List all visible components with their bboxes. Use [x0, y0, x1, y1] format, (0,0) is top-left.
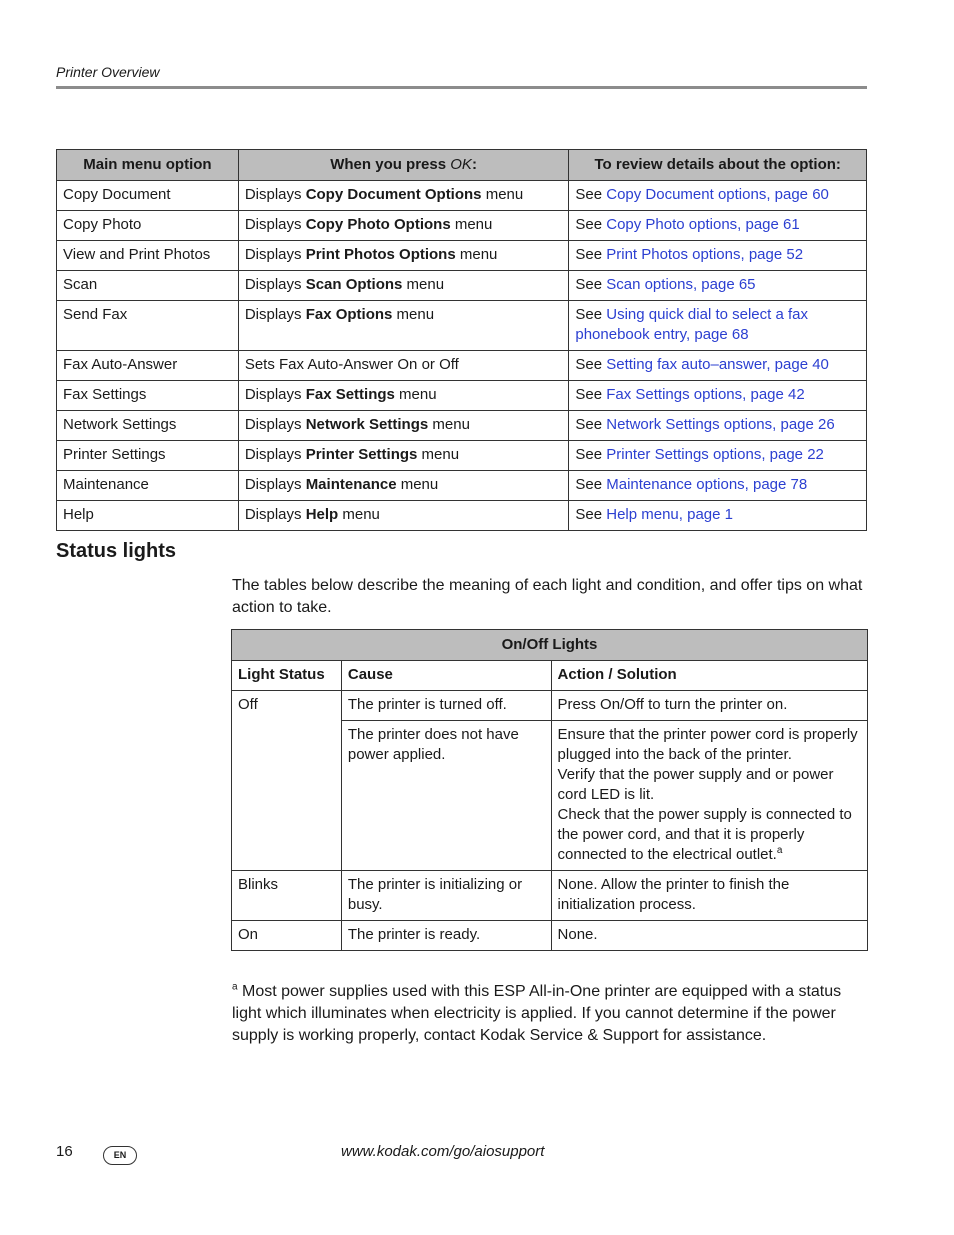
press-ok-cell: Displays Print Photos Options menu: [238, 241, 569, 271]
running-header: Printer Overview: [56, 64, 160, 80]
review-details-cell: See Copy Document options, page 60: [569, 181, 867, 211]
press-ok-cell: Displays Printer Settings menu: [238, 441, 569, 471]
action-cell: [551, 721, 867, 871]
page-reference-link[interactable]: Scan options, page 65: [606, 276, 756, 293]
table-row: [57, 381, 867, 411]
page-reference-link[interactable]: Fax Settings options, page 42: [606, 386, 805, 403]
menu-option-cell: Printer Settings: [57, 441, 239, 471]
press-ok-cell: Displays Copy Photo Options menu: [238, 211, 569, 241]
footnote-mark: a: [232, 981, 238, 993]
review-details-cell: See Using quick dial to select a fax phonebook entry, page 68: [569, 301, 867, 351]
press-ok-cell: Displays Copy Document Options menu: [238, 181, 569, 211]
col-header-light-status: Light Status: [232, 661, 342, 691]
table-row: [232, 871, 868, 921]
action-line: Ensure that the printer power cord is properly plugged into the back of the printer.: [557, 726, 858, 763]
section-title: Status lights: [56, 540, 177, 562]
table-row: [57, 211, 867, 241]
page-reference-link[interactable]: Print Photos options, page 52: [606, 246, 804, 263]
status-cell: On: [232, 921, 342, 951]
page-reference-link[interactable]: Network Settings options, page 26: [606, 416, 835, 433]
review-details-cell: See Scan options, page 65: [569, 271, 867, 301]
language-badge: EN: [103, 1146, 137, 1165]
table-row: [57, 241, 867, 271]
page-reference-link[interactable]: Maintenance options, page 78: [606, 476, 808, 493]
press-ok-cell: Displays Maintenance menu: [238, 471, 569, 501]
on-off-lights-table: [231, 629, 868, 951]
footnote-ref[interactable]: a: [776, 845, 783, 856]
table-row: [57, 411, 867, 441]
table-row: [232, 691, 868, 721]
action-cell: None. Allow the printer to finish the initialization process.: [551, 871, 867, 921]
page-reference-link[interactable]: Using quick dial to select a fax phonebook entry, page 68: [575, 306, 809, 343]
menu-option-cell: Maintenance: [57, 471, 239, 501]
status-cell: Blinks: [232, 871, 342, 921]
cause-cell: The printer is ready.: [341, 921, 551, 951]
menu-option-cell: Fax Settings: [57, 381, 239, 411]
table-title: On/Off Lights: [232, 630, 868, 661]
press-ok-cell: Displays Scan Options menu: [238, 271, 569, 301]
col-header-review-details: To review details about the option:: [569, 150, 867, 181]
intro-paragraph: The tables below describe the meaning of each light and condition, and offer tips on what action to take.: [232, 577, 863, 616]
cause-cell: The printer is turned off.: [341, 691, 551, 721]
col-header-when-you-press: When you press OK:: [238, 150, 569, 181]
review-details-cell: See Print Photos options, page 52: [569, 241, 867, 271]
review-details-cell: See Copy Photo options, page 61: [569, 211, 867, 241]
table-row: [57, 181, 867, 211]
main-menu-table: [56, 149, 867, 531]
footer-url[interactable]: www.kodak.com/go/aiosupport: [341, 1143, 545, 1160]
table-row: [57, 351, 867, 381]
press-ok-cell: Displays Fax Settings menu: [238, 381, 569, 411]
cause-cell: The printer is initializing or busy.: [341, 871, 551, 921]
table-row: [57, 301, 867, 351]
table-row: [57, 501, 867, 531]
review-details-cell: See Maintenance options, page 78: [569, 471, 867, 501]
menu-option-cell: Network Settings: [57, 411, 239, 441]
review-details-cell: See Network Settings options, page 26: [569, 411, 867, 441]
col-header-action: Action / Solution: [551, 661, 867, 691]
table-row: [57, 441, 867, 471]
col-header-main-menu-option: Main menu option: [57, 150, 239, 181]
table-row: [57, 471, 867, 501]
menu-option-cell: Send Fax: [57, 301, 239, 351]
table-row: [232, 921, 868, 951]
footnote: $^a$ Most power supplies used with this ESP All-in-One printer are equipped with a status light which illuminates when electricity is applied. If you cannot determine if the power supply is working properly, contact Kodak Service & Support for assistance.: [232, 981, 842, 1044]
action-line: Check that the power supply is connected to the power cord, and that it is properly connected to the electrical outlet.$^a$: [557, 806, 852, 863]
header-rule: [56, 86, 867, 89]
press-ok-cell: Displays Help menu: [238, 501, 569, 531]
menu-option-cell: Scan: [57, 271, 239, 301]
menu-option-cell: Copy Photo: [57, 211, 239, 241]
menu-option-cell: Fax Auto-Answer: [57, 351, 239, 381]
press-ok-cell: Sets Fax Auto-Answer On or Off: [238, 351, 569, 381]
page-reference-link[interactable]: Copy Document options, page 60: [606, 186, 829, 203]
action-cell: None.: [551, 921, 867, 951]
action-line: Verify that the power supply and or power cord LED is lit.: [557, 766, 834, 803]
cause-cell: The printer does not have power applied.: [341, 721, 551, 871]
menu-option-cell: Help: [57, 501, 239, 531]
page-reference-link[interactable]: Printer Settings options, page 22: [606, 446, 824, 463]
menu-option-cell: Copy Document: [57, 181, 239, 211]
page-reference-link[interactable]: Setting fax auto–answer, page 40: [606, 356, 829, 373]
menu-option-cell: View and Print Photos: [57, 241, 239, 271]
page-reference-link[interactable]: Copy Photo options, page 61: [606, 216, 800, 233]
review-details-cell: See Fax Settings options, page 42: [569, 381, 867, 411]
press-ok-cell: Displays Fax Options menu: [238, 301, 569, 351]
status-cell: Off: [232, 691, 342, 871]
col-header-cause: Cause: [341, 661, 551, 691]
action-cell: Press On/Off to turn the printer on.: [551, 691, 867, 721]
press-ok-cell: Displays Network Settings menu: [238, 411, 569, 441]
review-details-cell: See Help menu, page 1: [569, 501, 867, 531]
review-details-cell: See Setting fax auto–answer, page 40: [569, 351, 867, 381]
table-row: [57, 271, 867, 301]
review-details-cell: See Printer Settings options, page 22: [569, 441, 867, 471]
page-number: 16: [56, 1143, 73, 1160]
page-reference-link[interactable]: Help menu, page 1: [606, 506, 733, 523]
